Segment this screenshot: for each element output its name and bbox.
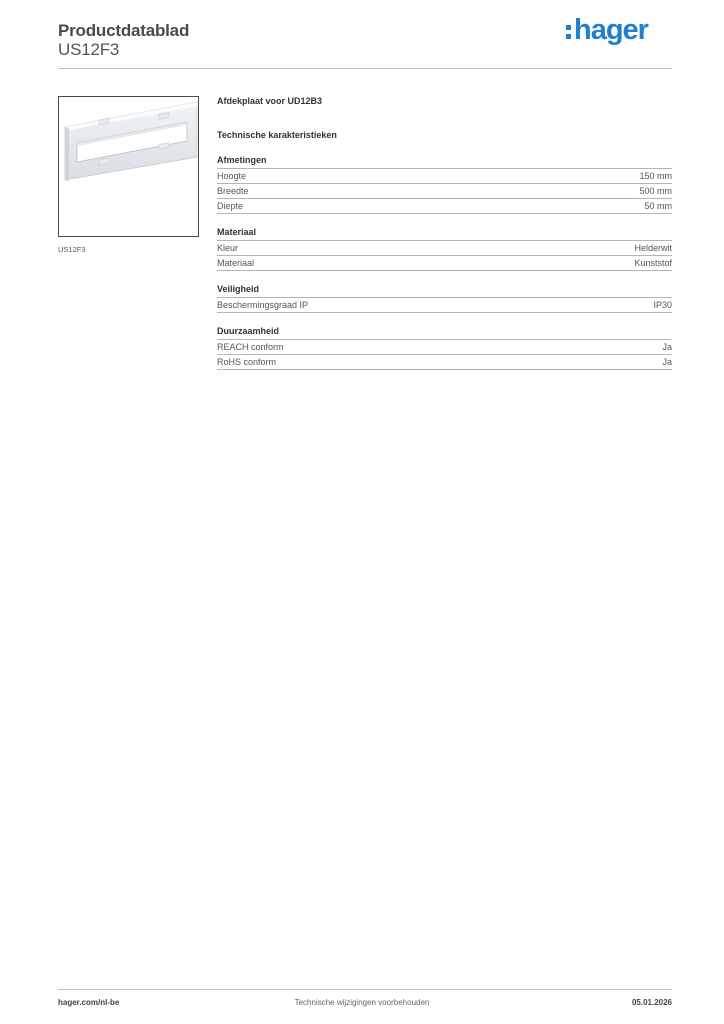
spec-label: Beschermingsgraad IP	[217, 300, 309, 310]
section-title: Materiaal	[217, 227, 672, 241]
product-code: US12F3	[58, 40, 120, 59]
spec-value: Ja	[662, 342, 672, 352]
footer-website-link[interactable]: hager.com/nl-be	[58, 998, 120, 1007]
spec-value: 50 mm	[644, 201, 672, 211]
spec-label: REACH conform	[217, 342, 284, 352]
spec-row	[217, 199, 672, 214]
spec-label: Diepte	[217, 201, 244, 211]
footer-divider	[58, 989, 672, 990]
spec-value: Kunststof	[634, 258, 672, 268]
spec-row	[217, 355, 672, 370]
section-title: Duurzaamheid	[217, 326, 672, 340]
spec-row	[217, 298, 672, 313]
spec-content	[217, 96, 672, 370]
spec-value: IP30	[653, 300, 672, 310]
section-veiligheid	[217, 284, 672, 313]
spec-row	[217, 256, 672, 271]
spec-value: Ja	[662, 357, 672, 367]
spec-label: Kleur	[217, 243, 239, 253]
spec-label: Hoogte	[217, 171, 247, 181]
spec-row	[217, 340, 672, 355]
hager-logo	[566, 13, 648, 47]
section-materiaal	[217, 227, 672, 271]
technical-heading: Technische karakteristieken	[217, 130, 337, 140]
spec-label: Materiaal	[217, 258, 255, 268]
footer-date: 05.01.2026	[631, 998, 672, 1007]
section-title: Afmetingen	[217, 155, 672, 169]
document-title: Productdatablad	[58, 21, 190, 40]
product-description: Afdekplaat voor UD12B3	[217, 96, 323, 106]
spec-row	[217, 241, 672, 256]
logo-mark-icon	[566, 25, 571, 39]
footer-note: Technische wijzigingen voorbehouden	[294, 998, 430, 1007]
spec-value: 150 mm	[639, 171, 672, 181]
spec-value: 500 mm	[639, 186, 672, 196]
section-afmetingen	[217, 155, 672, 214]
section-title: Veiligheid	[217, 284, 672, 298]
header-divider	[58, 68, 672, 69]
logo-wordmark: hager	[574, 13, 648, 46]
product-image	[58, 96, 199, 237]
spec-value: Helderwit	[634, 243, 672, 253]
section-duurzaamheid	[217, 326, 672, 370]
spec-row	[217, 169, 672, 184]
cover-plate-illustration	[59, 97, 198, 236]
spec-label: RoHS conform	[217, 357, 277, 367]
image-caption: US12F3	[58, 245, 86, 254]
spec-label: Breedte	[217, 186, 249, 196]
spec-row	[217, 184, 672, 199]
